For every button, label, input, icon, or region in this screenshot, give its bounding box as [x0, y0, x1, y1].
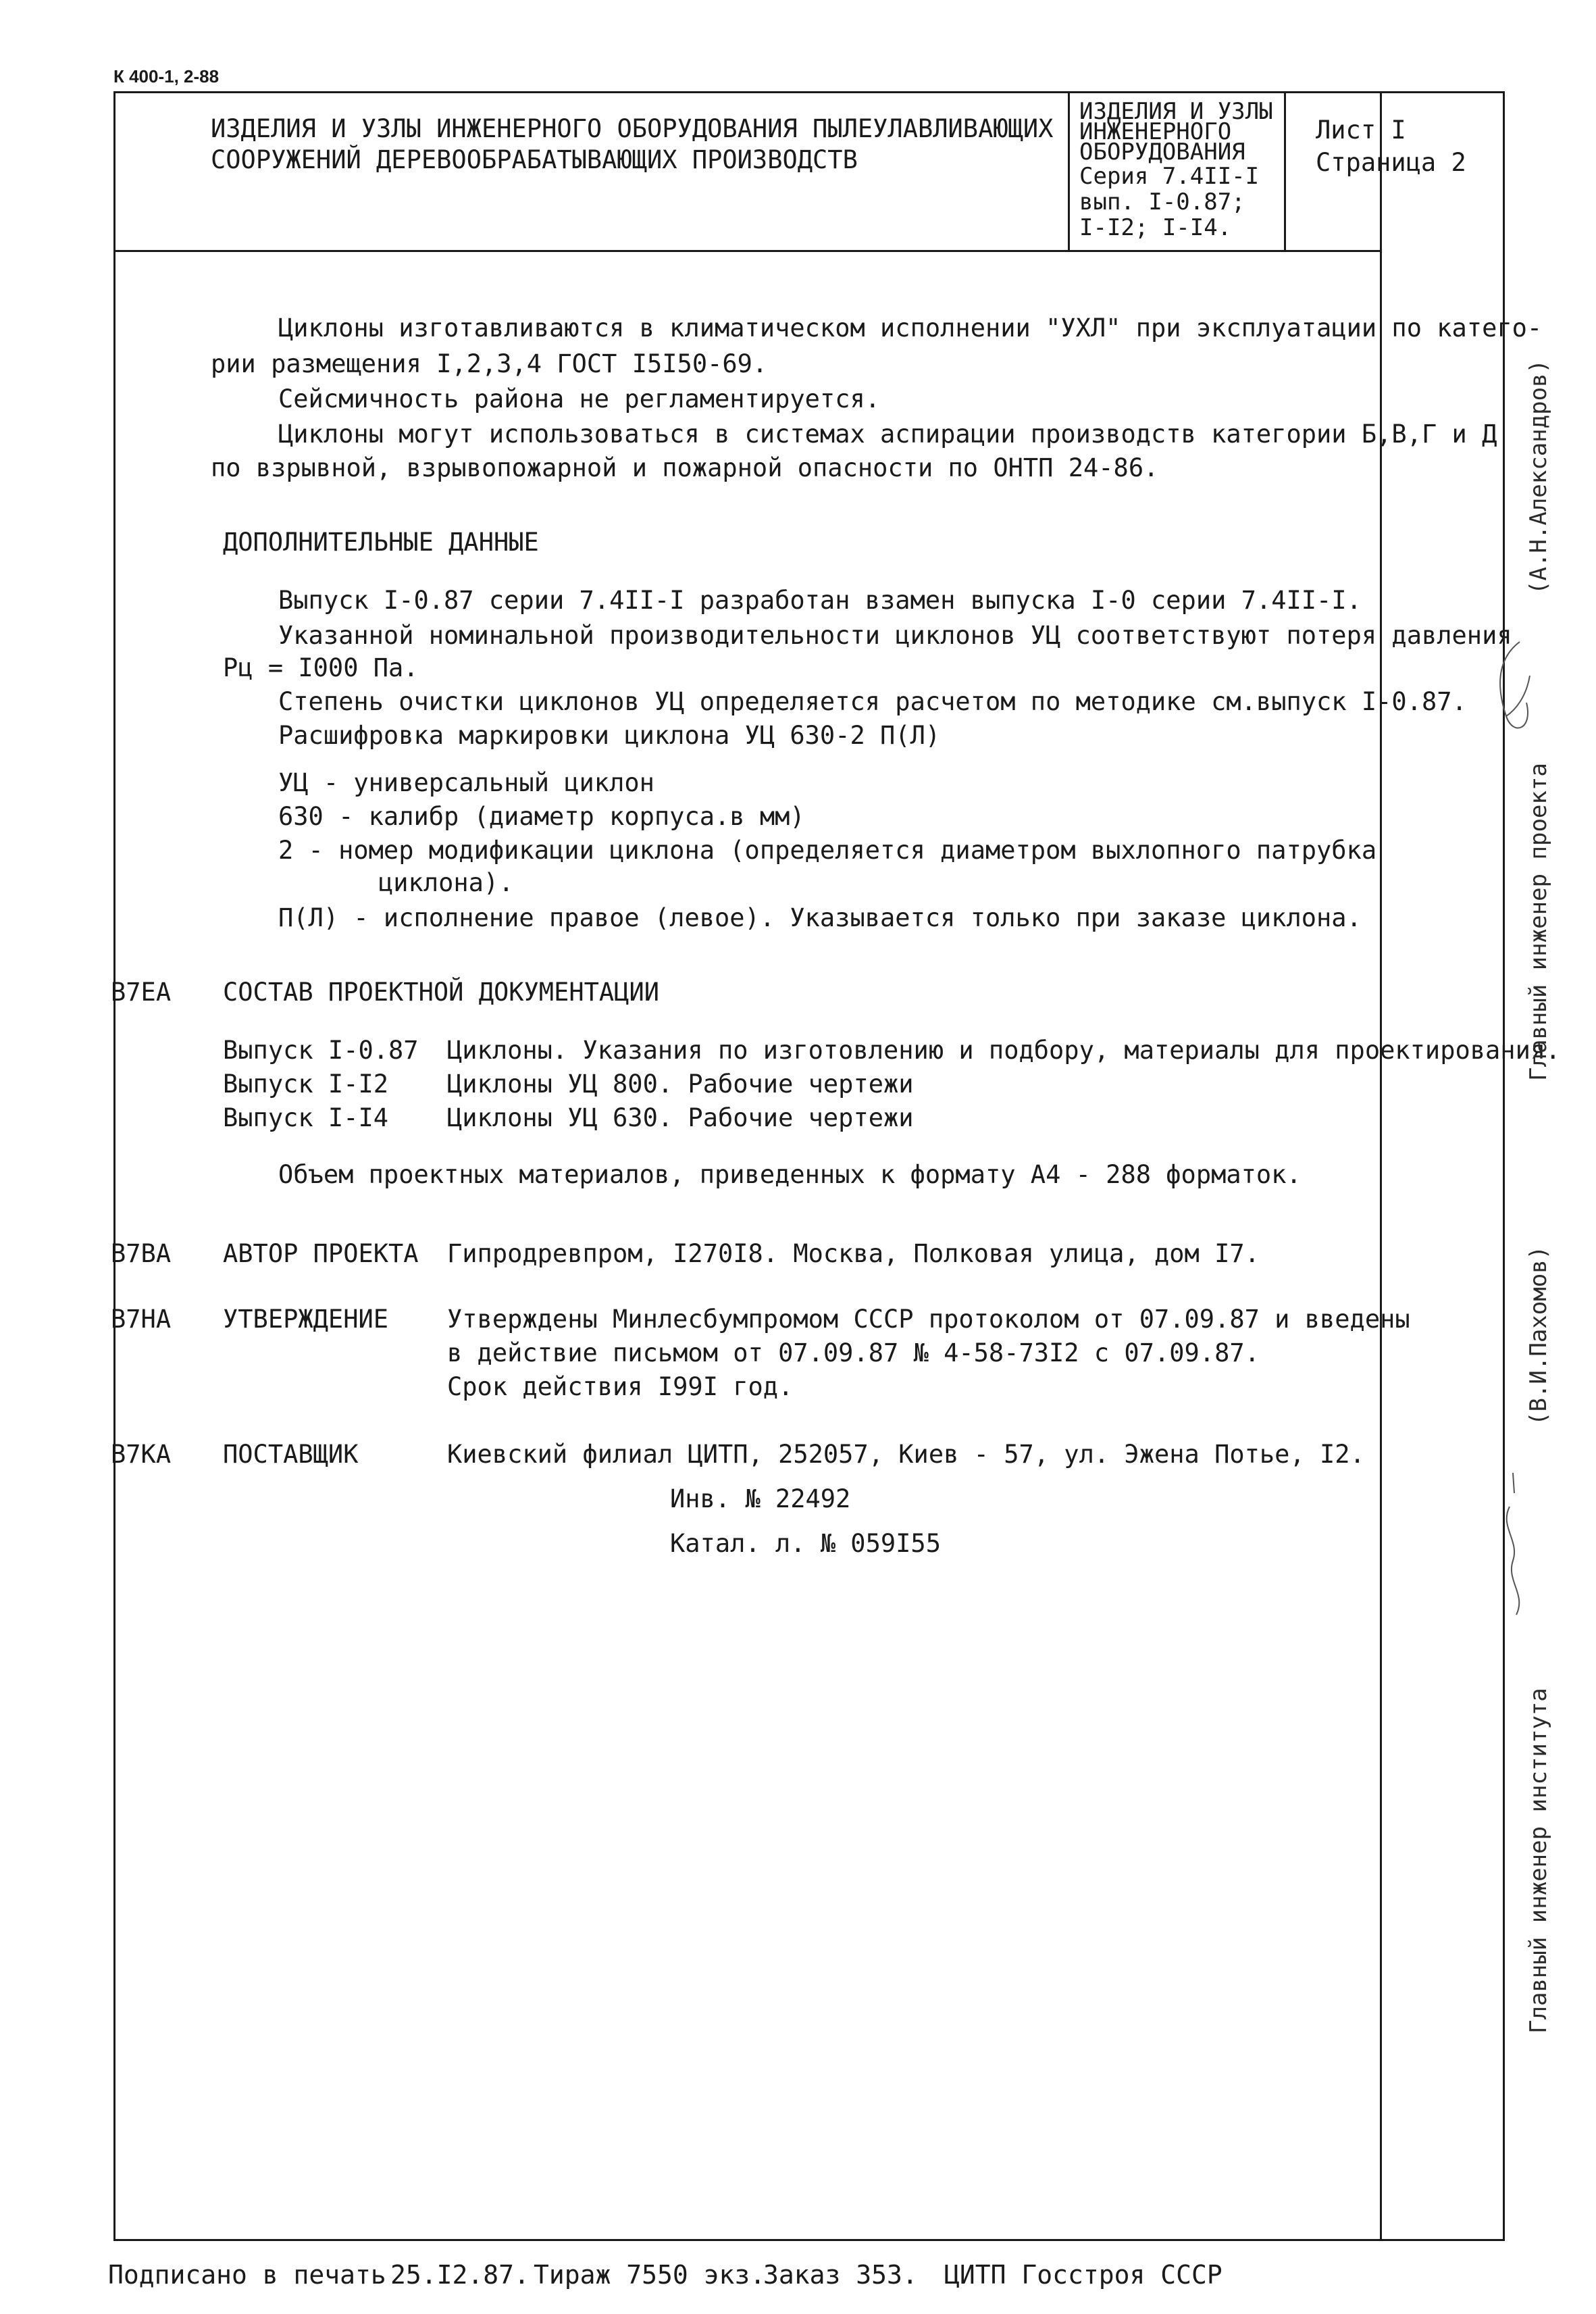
approval-line-1: Утверждены Минлесбумпромом СССР протоколом от 07.09.87 и введены — [447, 1305, 1410, 1334]
intro-line-4: Циклоны могут использоваться в системах аспирации производств категории Б,В,Г и Д — [278, 420, 1497, 449]
additional-line-4: Степень очистки циклонов УЦ определяется расчетом по методике см.выпуск I-0.87. — [278, 687, 1467, 716]
institute-engineer-role: Главный инженер института — [1525, 1688, 1552, 2034]
additional-line-1: Выпуск I-0.87 серии 7.4II-I разработан взамен выпуска I-0 серии 7.4II-I. — [278, 586, 1362, 615]
institute-engineer-signature — [1486, 1466, 1540, 1628]
intro-line-1: Циклоны изготавливаются в климатическом исполнении "УХЛ" при эксплуатации по катего- — [278, 313, 1543, 343]
legend-line-3: 2 - номер модификации циклона (определяется диаметром выхлопного патрубка — [278, 836, 1377, 865]
inventory-number: Инв. № 22492 — [670, 1484, 851, 1513]
header-divider — [113, 250, 1382, 252]
series-line-3: ОБОРУДОВАНИЯ — [1079, 139, 1245, 166]
series-line-1: ИЗДЕЛИЯ И УЗЛЫ — [1079, 98, 1273, 125]
composition-desc-3: Циклоны УЦ 630. Рабочие чертежи — [447, 1103, 914, 1132]
intro-line-5: по взрывной, взрывопожарной и пожарной опасности по ОНТП 24-86. — [211, 453, 1159, 482]
footer-order: Заказ 353. — [763, 2260, 918, 2290]
project-engineer-role: Главный инженер проекта — [1525, 763, 1552, 1081]
supplier-code: В7КА — [111, 1440, 172, 1469]
legend-line-2: 630 - калибр (диаметр корпуса.в мм) — [278, 802, 805, 831]
supplier-text: Киевский филиал ЦИТП, 252057, Киев - 57, ул. Эжена Потье, I2. — [447, 1440, 1365, 1469]
composition-code: В7ЕА — [111, 978, 172, 1007]
composition-issue-1: Выпуск I-0.87 — [223, 1036, 419, 1065]
additional-heading: ДОПОЛНИТЕЛЬНЫЕ ДАННЫЕ — [223, 528, 539, 557]
footer-date: 25.I2.87. — [390, 2260, 530, 2290]
institute-engineer-name: (В.И.Пахомов) — [1525, 1245, 1552, 1426]
composition-heading: СОСТАВ ПРОЕКТНОЙ ДОКУМЕНТАЦИИ — [223, 978, 660, 1007]
document-code: К 400-1, 2-88 — [113, 66, 220, 86]
project-engineer-signature — [1486, 635, 1540, 743]
project-engineer-name: (А.Н.Александров) — [1525, 359, 1552, 595]
header-separator-1 — [1068, 91, 1070, 252]
intro-line-3: Сейсмичность района не регламентируется. — [278, 384, 881, 413]
legend-line-1: УЦ - универсальный циклон — [278, 768, 654, 797]
intro-line-2: рии размещения I,2,3,4 ГОСТ I5I50-69. — [211, 349, 768, 378]
series-line-4: Серия 7.4II-I — [1079, 163, 1260, 190]
composition-desc-2: Циклоны УЦ 800. Рабочие чертежи — [447, 1070, 914, 1099]
additional-line-5: Расшифровка маркировки циклона УЦ 630-2 П(Л) — [278, 721, 941, 750]
composition-desc-1: Циклоны. Указания по изготовлению и подбору, материалы для проектирования. — [447, 1036, 1561, 1065]
header-separator-2 — [1284, 91, 1286, 252]
series-line-5: вып. I-0.87; — [1079, 188, 1245, 216]
author-text: Гипродревпром, I270I8. Москва, Полковая улица, дом I7. — [447, 1239, 1260, 1268]
footer-run: Тираж 7550 экз. — [534, 2260, 766, 2290]
author-code: В7ВА — [111, 1239, 172, 1268]
header-title-line-1: ИЗДЕЛИЯ И УЗЛЫ ИНЖЕНЕРНОГО ОБОРУДОВАНИЯ ПЫЛЕУЛАВЛИВАЮЩИХ — [211, 114, 1054, 143]
composition-issue-3: Выпуск I-I4 — [223, 1103, 389, 1132]
right-border — [1380, 91, 1382, 2241]
footer-signed: Подписано в печать — [108, 2260, 386, 2290]
header-title-line-2: СООРУЖЕНИЙ ДЕРЕВООБРАБАТЫВАЮЩИХ ПРОИЗВОДСТВ — [211, 145, 858, 174]
series-line-6: I-I2; I-I4. — [1079, 214, 1232, 241]
catalog-number: Катал. л. № 059I55 — [670, 1529, 941, 1558]
composition-volume: Объем проектных материалов, приведенных к формату А4 - 288 форматок. — [278, 1160, 1302, 1189]
approval-line-3: Срок действия I99I год. — [447, 1372, 794, 1401]
page-number: Страница 2 — [1316, 148, 1466, 177]
additional-line-2: Указанной номинальной производительности циклонов УЦ соответствуют потеря давления — [278, 621, 1512, 650]
composition-issue-2: Выпуск I-I2 — [223, 1070, 389, 1099]
supplier-label: ПОСТАВЩИК — [223, 1440, 359, 1469]
additional-line-3: Рц = I000 Па. — [223, 653, 419, 682]
approval-line-2: в действие письмом от 07.09.87 № 4-58-73I2 с 07.09.87. — [447, 1338, 1260, 1367]
approval-label: УТВЕРЖДЕНИЕ — [223, 1305, 389, 1334]
series-line-2: ИНЖЕНЕРНОГО — [1079, 118, 1232, 145]
legend-line-4: циклона). — [378, 868, 514, 897]
approval-code: В7НА — [111, 1305, 172, 1334]
legend-line-5: П(Л) - исполнение правое (левое). Указывается только при заказе циклона. — [278, 903, 1362, 932]
footer-publisher: ЦИТП Госстроя СССР — [944, 2260, 1222, 2290]
author-label: АВТОР ПРОЕКТА — [223, 1239, 419, 1268]
sheet-number: Лист I — [1316, 116, 1406, 145]
